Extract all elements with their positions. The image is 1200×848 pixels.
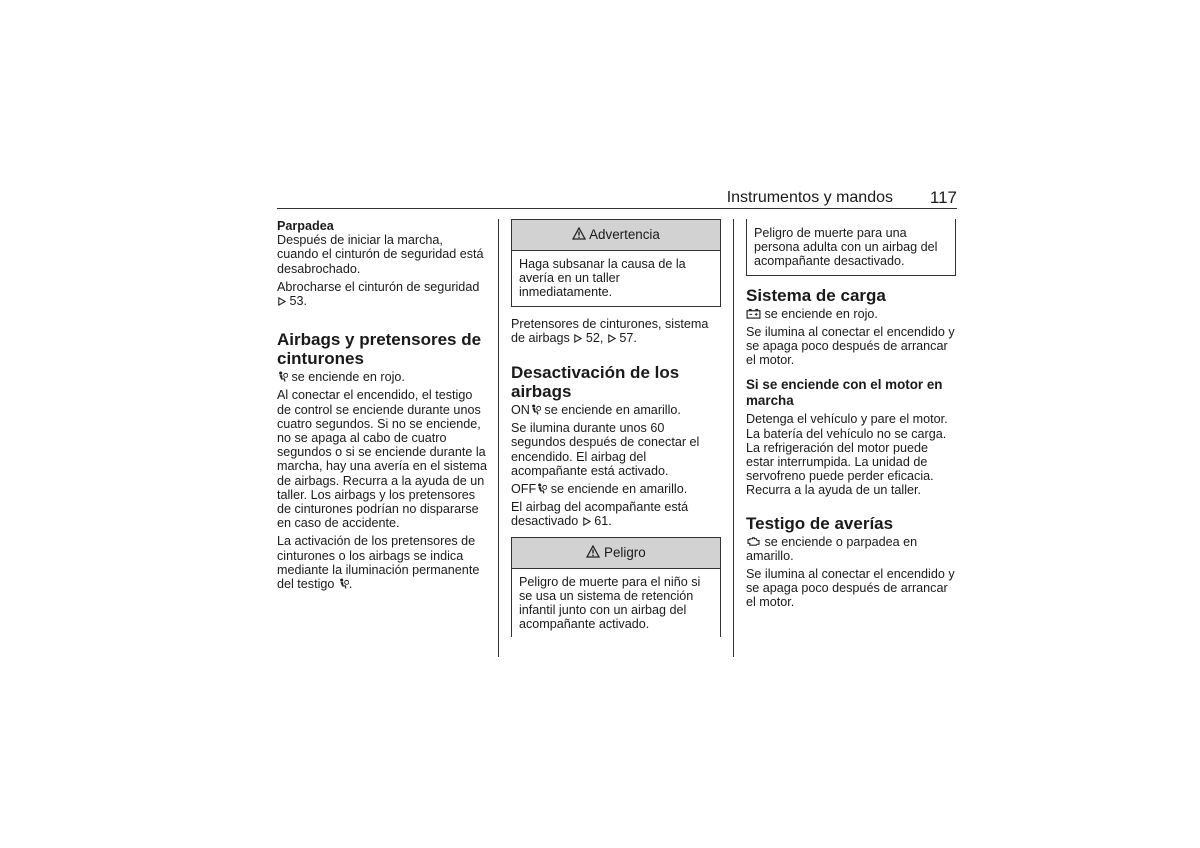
danger-box-continued [746, 219, 956, 276]
warning-triangle-icon [572, 227, 586, 240]
off-label: OFF [511, 482, 537, 497]
section-title: Instrumentos y mandos [726, 189, 893, 206]
abrochar-ref[interactable]: 53. [289, 294, 308, 309]
pretensores-ref-2[interactable]: 57. [619, 330, 637, 345]
motor-heading: Si se enciende con el motor en marcha [746, 377, 943, 408]
page-number: 117 [929, 188, 957, 207]
motor-text: Detenga el vehículo y pare el motor. La batería del vehículo no se carga. La refrigeración del motor puede estar interrumpida. La unidad de servofreno puede perder eficacia. Recurra a la ayuda de un taller. [746, 412, 948, 498]
carga-heading: Sistema de carga [746, 285, 886, 305]
parpadea-text: Después de iniciar la marcha, cuando el cinturón de seguridad está desabrochado. [277, 233, 484, 276]
desactivado-ref[interactable]: 61. [594, 514, 612, 529]
column-left [277, 219, 487, 595]
airbag-icon [277, 371, 288, 382]
on-label: ON [511, 403, 530, 418]
airbags-indicator: se enciende en rojo. [291, 370, 405, 385]
warning-box [511, 219, 721, 307]
page-reference-icon[interactable] [573, 334, 582, 343]
page-reference-icon[interactable] [277, 297, 286, 306]
page-header [277, 186, 957, 209]
pretensores-text: Pretensores de cinturones, sistema de airbags [511, 316, 709, 345]
activacion-end: . [348, 577, 353, 592]
averias-text: Se ilumina al conectar el encendido y se apaga poco después de arrancar el motor. [746, 567, 955, 610]
on-text: se enciende en amarillo. [544, 403, 681, 418]
warning-text: Haga subsanar la causa de la avería en un taller inmediatamente. [519, 257, 686, 300]
airbag-icon [530, 404, 541, 415]
averias-indicator: se enciende o parpadea en amarillo. [746, 534, 918, 563]
desactivacion-heading: Desactivación de los airbags [511, 363, 680, 402]
averias-heading: Testigo de averías [746, 513, 894, 533]
activacion-text: La activación de los pretensores de cinturones o los airbags se indica mediante la iluminación permanente del testigo [277, 534, 480, 592]
column-middle [511, 219, 721, 647]
airbags-indicator-line [277, 370, 487, 384]
danger-text: Peligro de muerte para el niño si se usa un sistema de retención infantil junto con un airbag del acompañante activado. [519, 574, 701, 632]
battery-icon [746, 308, 761, 319]
column-right [746, 219, 956, 614]
on-line [511, 403, 721, 417]
parpadea-heading: Parpadea [277, 219, 334, 233]
ilumina-text: Se ilumina durante unos 60 segundos después de conectar el encendido. El airbag del acompañante está activado. [511, 421, 700, 478]
carga-text: Se ilumina al conectar el encendido y se apaga poco después de arrancar el motor. [746, 324, 955, 368]
carga-indicator: se enciende en rojo. [764, 306, 878, 321]
page-reference-icon[interactable] [582, 517, 591, 526]
off-text: se enciende en amarillo. [550, 482, 688, 497]
warning-triangle-icon [586, 545, 600, 558]
box-continued-text: Peligro de muerte para una persona adulta con un airbag del acompañante desactivado. [754, 226, 938, 269]
off-line [511, 482, 721, 496]
column-divider [498, 219, 499, 657]
danger-box-title [512, 538, 720, 569]
danger-title: Peligro [604, 544, 646, 560]
airbags-text: Al conectar el encendido, el testigo de control se enciende durante unos cuatro segundos. Si no se enciende, no se apaga al cabo de cuatro segundos o si se enciende durante la marcha, hay una avería en el sistema de airbags. Recurra a la ayuda de un taller. Los airbags y los pretensores de cinturones podrían no dispararse en caso de accidente. [277, 388, 488, 531]
airbag-off-icon [536, 483, 547, 494]
pretensores-ref-1[interactable]: 52, [585, 330, 604, 345]
abrochar-text: Abrocharse el cinturón de seguridad [277, 279, 480, 294]
warning-box-title [512, 220, 720, 251]
desactivado-text: El airbag del acompañante está desactivado [511, 500, 689, 529]
desactivado-paragraph [511, 500, 721, 528]
airbag-icon [338, 578, 349, 589]
pretensores-paragraph [511, 317, 721, 345]
warning-title: Advertencia [589, 227, 660, 242]
activacion-paragraph [277, 534, 487, 591]
airbags-heading: Airbags y pretensores de cinturones [277, 330, 482, 369]
averias-indicator-line [746, 535, 956, 563]
page-reference-icon[interactable] [607, 334, 616, 343]
danger-box [511, 537, 721, 638]
engine-check-icon [746, 536, 761, 547]
column-divider [733, 219, 734, 657]
carga-indicator-line [746, 307, 956, 321]
abrochar-paragraph [277, 280, 487, 308]
